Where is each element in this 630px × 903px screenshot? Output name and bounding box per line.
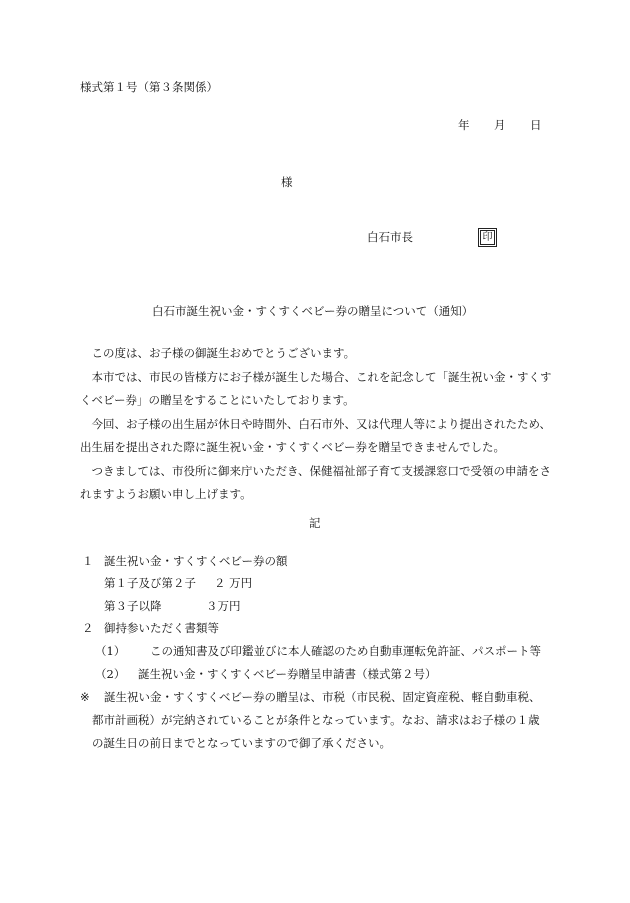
item1-row-label: 第３子以降 xyxy=(104,599,162,613)
note-line: 誕生祝い金・すくすくベビー券の贈呈は、市税（市民税、固定資産税、軽自動車税、 xyxy=(104,690,541,704)
subject-title: 白石市誕生祝い金・すくすくベビー券の贈呈について（通知） xyxy=(152,304,474,318)
item1-row-label: 第１子及び第２子 xyxy=(104,576,196,590)
note-mark: ※ xyxy=(80,690,90,704)
note-line: の誕生日の前日までとなっていますので御了承ください。 xyxy=(92,736,391,750)
item2-subitem-number: （1） xyxy=(95,644,126,658)
addressee-suffix: 様 xyxy=(281,175,293,189)
item2-subitem-text: 誕生祝い金・すくすくベビー券贈呈申請書（様式第２号） xyxy=(138,667,437,681)
body-paragraph: 本市では、市民の皆様方にお子様が誕生した場合、これを記念して「誕生祝い金・すくすくベビー券」の贈呈をすることにいたしております。 xyxy=(80,369,552,407)
item1-row-amount: ３万円 xyxy=(206,599,241,613)
body-paragraph: つきましては、市役所に御来庁いただき、保健福祉部子育て支援課窓口で受領の申請をされますようお願い申し上げます。 xyxy=(80,463,552,501)
body-text xyxy=(80,342,560,507)
item2-subitem-number: （2） xyxy=(95,667,126,681)
sender-title: 白石市長 xyxy=(367,230,413,244)
date-month-label: 月 xyxy=(494,118,506,132)
date-day-label: 日 xyxy=(530,118,542,132)
body-paragraph: 今回、お子様の出生届が休日や時間外、白石市外、又は代理人等により提出されたため、出生届を提出された際に誕生祝い金・すくすくベビー券を贈呈できませんでした。 xyxy=(80,416,552,454)
form-number: 様式第１号（第３条関係） xyxy=(80,80,218,94)
item1-title: 誕生祝い金・すくすくベビー券の額 xyxy=(104,554,288,568)
item1-number: １ xyxy=(82,554,94,568)
note-line: 都市計画税）が完納されていることが条件となっています。なお、請求はお子様の１歳 xyxy=(92,713,540,727)
item1-row-amount: ２ 万円 xyxy=(214,576,253,590)
item2-number: ２ xyxy=(82,621,94,635)
item2-title: 御持参いただく書類等 xyxy=(104,621,219,635)
ki-heading: 記 xyxy=(309,516,321,530)
date-year-label: 年 xyxy=(458,118,470,132)
body-paragraph: この度は、お子様の御誕生おめでとうございます。 xyxy=(80,346,356,360)
seal-mark: 印 xyxy=(480,230,495,245)
item2-subitem-text: この通知書及び印鑑並びに本人確認のため自動車運転免許証、パスポート等 xyxy=(150,644,541,658)
